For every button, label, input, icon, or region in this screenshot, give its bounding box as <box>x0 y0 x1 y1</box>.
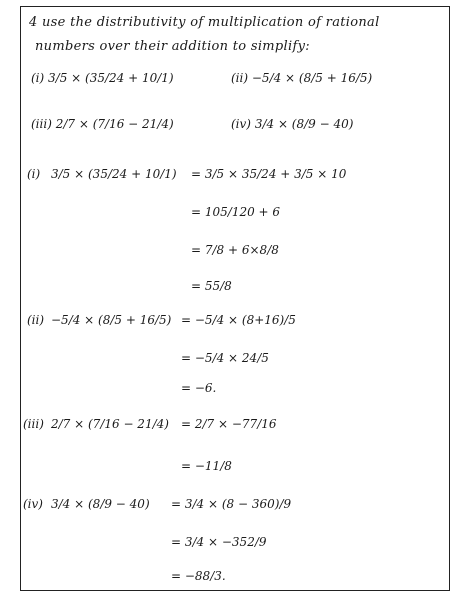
page-border <box>20 6 450 591</box>
part-iv-label: (iv) <box>231 117 251 131</box>
solution-iii-label: (iii) <box>23 417 44 431</box>
solution-ii-step-2: = −5/4 × 24/5 <box>181 351 269 365</box>
solution-ii-step-3: = −6. <box>181 381 217 395</box>
solution-iv-step-3: = −88/3. <box>171 569 226 583</box>
solution-i-step-2: = 105/120 + 6 <box>191 205 281 219</box>
part-ii-label: (ii) <box>231 71 249 85</box>
solution-i-expression: 3/5 × (35/24 + 10/1) <box>51 167 177 181</box>
part-iv-expression: 3/4 × (8/9 − 40) <box>254 117 354 131</box>
solution-ii-step-1: = −5/4 × (8+16)/5 <box>181 313 296 327</box>
solution-i-step-3: = 7/8 + 6×8/8 <box>191 243 279 257</box>
part-ii-prompt <box>231 71 372 85</box>
solution-iv-expression: 3/4 × (8/9 − 40) <box>51 497 150 511</box>
solution-i-label: (i) <box>27 167 41 181</box>
part-i-prompt <box>31 71 174 85</box>
part-iii-prompt <box>31 117 174 131</box>
solution-iv-step-2: = 3/4 × −352/9 <box>171 535 267 549</box>
part-ii-expression: −5/4 × (8/5 + 16/5) <box>251 71 373 85</box>
solution-ii-label: (ii) <box>27 313 45 327</box>
question-line-1: 4 use the distributivity of multiplication of rational <box>29 15 380 30</box>
solution-iii-step-2: = −11/8 <box>181 459 232 473</box>
part-iv-prompt <box>231 117 353 131</box>
solution-ii-expression: −5/4 × (8/5 + 16/5) <box>51 313 172 327</box>
part-iii-expression: 2/7 × (7/16 − 21/4) <box>55 117 174 131</box>
solution-iv-step-1: = 3/4 × (8 − 360)/9 <box>171 497 292 511</box>
solution-iv-label: (iv) <box>23 497 43 511</box>
solution-i-step-1: = 3/5 × 35/24 + 3/5 × 10 <box>191 167 347 181</box>
part-i-label: (i) <box>31 71 45 85</box>
solution-iii-expression: 2/7 × (7/16 − 21/4) <box>51 417 169 431</box>
part-i-expression: 3/5 × (35/24 + 10/1) <box>48 71 174 85</box>
solution-i-step-4: = 55/8 <box>191 279 232 293</box>
question-line-2: numbers over their addition to simplify: <box>35 39 310 54</box>
part-iii-label: (iii) <box>31 117 52 131</box>
solution-iii-step-1: = 2/7 × −77/16 <box>181 417 277 431</box>
